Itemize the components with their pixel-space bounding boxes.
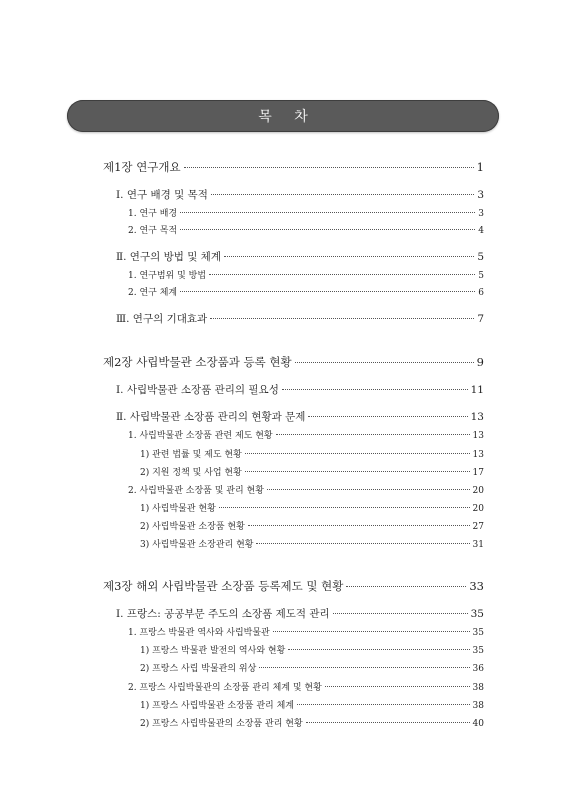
dot-leader <box>224 256 474 257</box>
toc-entry-label: 1) 프랑스 사립박물관 소장품 관리 체계 <box>140 701 294 711</box>
dot-leader <box>248 525 470 526</box>
toc-entry-page: 27 <box>472 522 484 532</box>
toc-entry-label: 1. 연구 배경 <box>128 209 178 219</box>
dot-leader <box>245 453 470 454</box>
toc-entry-label: Ⅰ. 사립박물관 소장품 관리의 필요성 <box>116 384 279 396</box>
toc-entry-label: 2) 지원 정책 및 사업 현황 <box>140 468 242 478</box>
toc-entry-label: Ⅱ. 연구의 방법 및 체계 <box>116 251 221 263</box>
toc-entry-label: 2) 사립박물관 소장품 현황 <box>140 522 245 532</box>
toc-entry-page: 6 <box>478 288 484 298</box>
dot-leader <box>273 631 470 632</box>
toc-entry-label: Ⅲ. 연구의 기대효과 <box>116 313 208 325</box>
toc-entry-item[interactable] <box>140 501 484 514</box>
toc-entry-label: 1. 사립박물관 소장품 관련 제도 현황 <box>128 431 273 441</box>
dot-leader <box>306 722 470 723</box>
dot-leader <box>325 686 470 687</box>
toc-entry-chapter-3[interactable] <box>103 578 484 594</box>
toc-entry-label: 2. 사립박물관 소장품 및 관리 현황 <box>128 486 264 496</box>
toc-entry-page: 9 <box>476 355 484 369</box>
toc-entry-chapter-2[interactable] <box>103 354 484 370</box>
toc-entry-item[interactable] <box>140 447 484 460</box>
toc-entry-page: 17 <box>472 468 484 478</box>
dot-leader <box>219 507 470 508</box>
toc-entry-section[interactable] <box>116 311 484 326</box>
toc-entry-subsection[interactable] <box>128 268 484 281</box>
toc-entry-page: 13 <box>472 450 484 460</box>
dot-leader <box>259 667 469 668</box>
toc-entry-section[interactable] <box>116 382 484 397</box>
toc-entry-page: 35 <box>470 608 484 620</box>
toc-entry-section[interactable] <box>116 187 484 202</box>
toc-entry-page: 36 <box>472 664 484 674</box>
toc-entry-label: 2) 프랑스 사립박물관의 소장품 관리 현황 <box>140 719 303 729</box>
dot-leader <box>297 704 470 705</box>
toc-entry-page: 5 <box>478 271 484 281</box>
toc-entry-item[interactable] <box>140 698 484 711</box>
toc-entry-section[interactable] <box>116 606 484 621</box>
toc-entry-label: Ⅰ. 연구 배경 및 목적 <box>116 189 208 201</box>
toc-entry-page: 11 <box>470 384 484 396</box>
dot-leader <box>180 212 475 213</box>
toc-entry-label: Ⅰ. 프랑스: 공공부문 주도의 소장품 제도적 관리 <box>116 608 330 620</box>
dot-leader <box>308 416 467 417</box>
toc-entry-page: 33 <box>469 579 484 593</box>
dot-leader <box>180 291 475 292</box>
toc-entry-item[interactable] <box>140 643 484 656</box>
toc-entry-label: 2. 연구 체계 <box>128 288 178 298</box>
toc-entry-label: 제2장 사립박물관 소장품과 등록 현황 <box>103 355 292 369</box>
toc-entry-chapter-1[interactable] <box>103 159 484 175</box>
toc-entry-subsection[interactable] <box>128 428 484 441</box>
dot-leader <box>256 543 469 544</box>
toc-entry-page: 7 <box>477 313 484 325</box>
toc-title-bar <box>67 100 499 132</box>
toc-entry-page: 5 <box>477 251 484 263</box>
toc-entry-section[interactable] <box>116 249 484 264</box>
toc-entry-item[interactable] <box>140 537 484 550</box>
toc-entry-page: 3 <box>477 189 484 201</box>
dot-leader <box>282 389 468 390</box>
toc-entry-page: 13 <box>470 411 484 423</box>
toc-entry-section[interactable] <box>116 409 484 424</box>
dot-leader <box>209 274 475 275</box>
dot-leader <box>295 362 474 363</box>
toc-entry-subsection[interactable] <box>128 625 484 638</box>
toc-entry-item[interactable] <box>140 716 484 729</box>
dot-leader <box>210 318 474 319</box>
toc-entry-page: 35 <box>472 646 484 656</box>
toc-entry-page: 31 <box>472 540 484 550</box>
toc-entry-label: 1) 사립박물관 현황 <box>140 504 216 514</box>
toc-entry-label: 1. 프랑스 박물관 역사와 사립박물관 <box>128 628 270 638</box>
toc-entry-label: 1) 관련 법률 및 제도 현황 <box>140 450 242 460</box>
toc-entry-page: 4 <box>478 226 484 236</box>
toc-entry-label: 2. 프랑스 사립박물관의 소장품 관리 체계 및 현황 <box>128 683 322 693</box>
toc-entry-subsection[interactable] <box>128 223 484 236</box>
toc-entry-label: 2. 연구 목적 <box>128 226 178 236</box>
toc-entry-page: 13 <box>472 431 484 441</box>
toc-entry-label: 제3장 해외 사립박물관 소장품 등록제도 및 현황 <box>103 579 344 593</box>
toc-entry-item[interactable] <box>140 661 484 674</box>
toc-entry-label: 3) 사립박물관 소장관리 현황 <box>140 540 254 550</box>
toc-entry-label: 1. 연구범위 및 방법 <box>128 271 207 281</box>
dot-leader <box>288 649 469 650</box>
toc-title: 목 차 <box>258 109 317 125</box>
toc-entry-page: 38 <box>472 701 484 711</box>
toc-entry-page: 40 <box>472 719 484 729</box>
dot-leader <box>211 194 474 195</box>
toc-entry-label: 2) 프랑스 사립 박물관의 위상 <box>140 664 257 674</box>
dot-leader <box>267 489 470 490</box>
toc-entry-subsection[interactable] <box>128 483 484 496</box>
dot-leader <box>184 167 474 168</box>
toc-entry-page: 20 <box>472 486 484 496</box>
dot-leader <box>276 434 470 435</box>
toc-entry-label: Ⅱ. 사립박물관 소장품 관리의 현황과 문제 <box>116 411 306 423</box>
toc-entry-page: 38 <box>472 683 484 693</box>
toc-entry-subsection[interactable] <box>128 206 484 219</box>
toc-entry-item[interactable] <box>140 465 484 478</box>
toc-entry-subsection[interactable] <box>128 285 484 298</box>
toc-entry-page: 1 <box>476 160 484 174</box>
toc-entry-page: 3 <box>478 209 484 219</box>
dot-leader <box>333 613 468 614</box>
toc-entry-subsection[interactable] <box>128 680 484 693</box>
toc-entry-page: 35 <box>472 628 484 638</box>
toc-entry-item[interactable] <box>140 519 484 532</box>
toc-entry-page: 20 <box>472 504 484 514</box>
dot-leader <box>180 229 475 230</box>
dot-leader <box>346 586 466 587</box>
toc-entry-label: 1) 프랑스 박물관 발전의 역사와 현황 <box>140 646 286 656</box>
toc-entry-label: 제1장 연구개요 <box>103 160 181 174</box>
dot-leader <box>245 471 470 472</box>
